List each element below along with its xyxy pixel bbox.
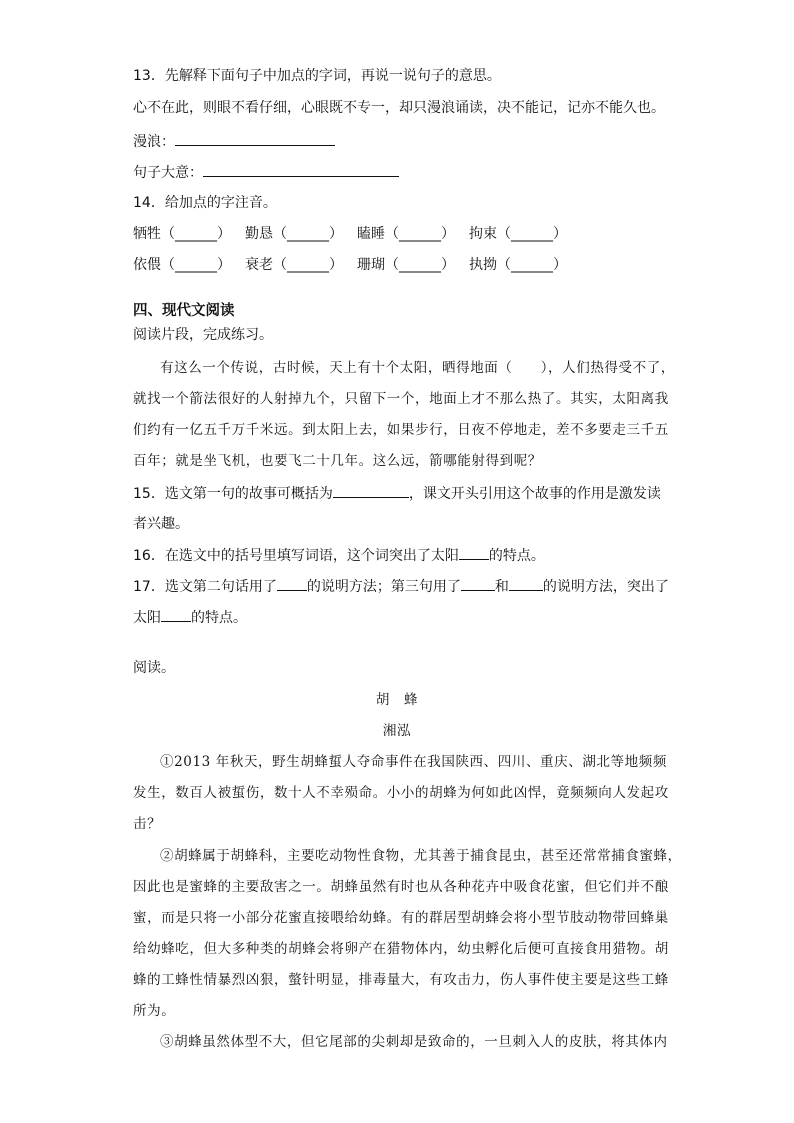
q15-line-1 (133, 483, 661, 504)
q16-answer-blank[interactable] (459, 545, 489, 560)
q16-text: 16．在选文中的括号里填写词语，这个词突出了太阳 (133, 548, 459, 564)
q17-text: 和 (494, 579, 509, 595)
q13-manlang-row (133, 131, 335, 152)
q15-answer-blank[interactable] (333, 483, 409, 498)
q14-title: 14．给加点的字注音。 (133, 195, 277, 211)
q17-text: 的特点。 (191, 610, 247, 626)
section-heading: 四、现代文阅读 (133, 303, 235, 319)
q14-row-1 (133, 224, 581, 244)
article-paragraph-line: 所为。 (133, 1003, 176, 1019)
pinyin-item: 牺牲（______） (133, 226, 231, 242)
pinyin-item: 拘束（______） (469, 226, 567, 242)
meaning-label: 句子大意： (133, 165, 203, 181)
pinyin-item: 依偎（______） (133, 257, 231, 273)
q17-text: 17．选文第二句话用了 (133, 579, 277, 595)
q17-line-2 (133, 607, 247, 628)
pinyin-item: 瞌睡（______） (357, 226, 455, 242)
pinyin-item: 执拗（______） (469, 257, 567, 273)
manlang-label: 漫浪： (133, 134, 175, 150)
q13-meaning-row (133, 162, 399, 183)
q17-answer-blank-3[interactable] (509, 576, 543, 591)
article-author: 湘泓 (382, 723, 412, 739)
q16-line (133, 545, 545, 566)
article-paragraph-line: 击？ (133, 816, 162, 832)
q15-line-2: 者兴趣。 (133, 516, 189, 532)
meaning-answer-blank[interactable] (203, 162, 399, 177)
pinyin-item: 珊瑚（______） (357, 257, 455, 273)
q17-line-1 (133, 576, 669, 597)
q17-answer-blank-1[interactable] (277, 576, 307, 591)
article-paragraph-line: 蜂的工蜂性情暴烈凶狠，螫针明显，排毒量大，有攻击力，伤人事件使主要是这些工蜂 (133, 972, 669, 988)
q17-answer-blank-4[interactable] (161, 607, 191, 622)
pinyin-item: 衰老（______） (245, 257, 343, 273)
article-paragraph-line: ②胡蜂属于胡蜂科，主要吃动物性食物，尤其善于捕食昆虫，甚至还常常捕食蜜蜂， (160, 848, 682, 864)
q15-text: 15．选文第一句的故事可概括为 (133, 486, 333, 502)
article-paragraph-line: ③胡蜂虽然体型不大，但它尾部的尖刺却是致命的，一旦刺入人的皮肤，将其体内 (160, 1034, 668, 1050)
passage-line: 百年；就是坐飞机，也要飞二十几年。这么远，箭哪能射得到呢？ (133, 453, 542, 469)
section-instruction: 阅读片段，完成练习。 (133, 327, 273, 343)
q17-answer-blank-2[interactable] (461, 576, 495, 591)
q16-text: 的特点。 (488, 548, 545, 564)
passage-line: 有这么一个传说，古时候，天上有十个太阳，晒得地面（ ），人们热得受不了， (160, 360, 675, 376)
q14-row-2 (133, 255, 581, 275)
article-paragraph-line: 蜜，而是只将一小部分花蜜直接喂给幼蜂。有的群居型胡蜂会将小型节肢动物带回蜂巢 (133, 910, 669, 926)
passage-line: 们约有一亿五千万千米远。到太阳上去，如果步行，日夜不停地走，差不多要走三千五 (133, 422, 669, 438)
article-title: 胡 蜂 (375, 692, 419, 708)
q15-text: ，课文开头引用这个故事的作用是激发读 (408, 486, 661, 502)
article-paragraph-line: 因此也是蜜蜂的主要敌害之一。胡蜂虽然有时也从各种花卉中吸食花蜜，但它们并不酿 (133, 879, 669, 895)
q13-sentence: 心不在此，则眼不看仔细，心眼既不专一，却只漫浪诵读，决不能记，记亦不能久也。 (133, 100, 665, 116)
pinyin-item: 勤恳（______） (245, 226, 343, 242)
article-paragraph-line: ①2013 年秋天，野生胡蜂蜇人夺命事件在我国陕西、四川、重庆、湖北等地频频 (160, 754, 667, 770)
q17-text: 太阳 (133, 610, 161, 626)
q17-text: 的说明方法，突出了 (542, 579, 669, 595)
manlang-answer-blank[interactable] (175, 131, 335, 146)
q17-text: 的说明方法；第三句用了 (306, 579, 461, 595)
article-paragraph-line: 发生，数百人被蜇伤，数十人不幸殒命。小小的胡蜂为何如此凶悍，竟频频向人发起攻 (133, 785, 669, 801)
passage-line: 就找一个箭法很好的人射掉九个，只留下一个，地面上才不那么热了。其实，太阳离我 (133, 391, 669, 407)
article-paragraph-line: 给幼蜂吃，但大多种类的胡蜂会将卵产在猎物体内，幼虫孵化后便可直接食用猎物。胡 (133, 941, 669, 957)
reading-instruction: 阅读。 (133, 660, 175, 676)
q13-title: 13．先解释下面句子中加点的字词，再说一说句子的意思。 (133, 68, 501, 84)
